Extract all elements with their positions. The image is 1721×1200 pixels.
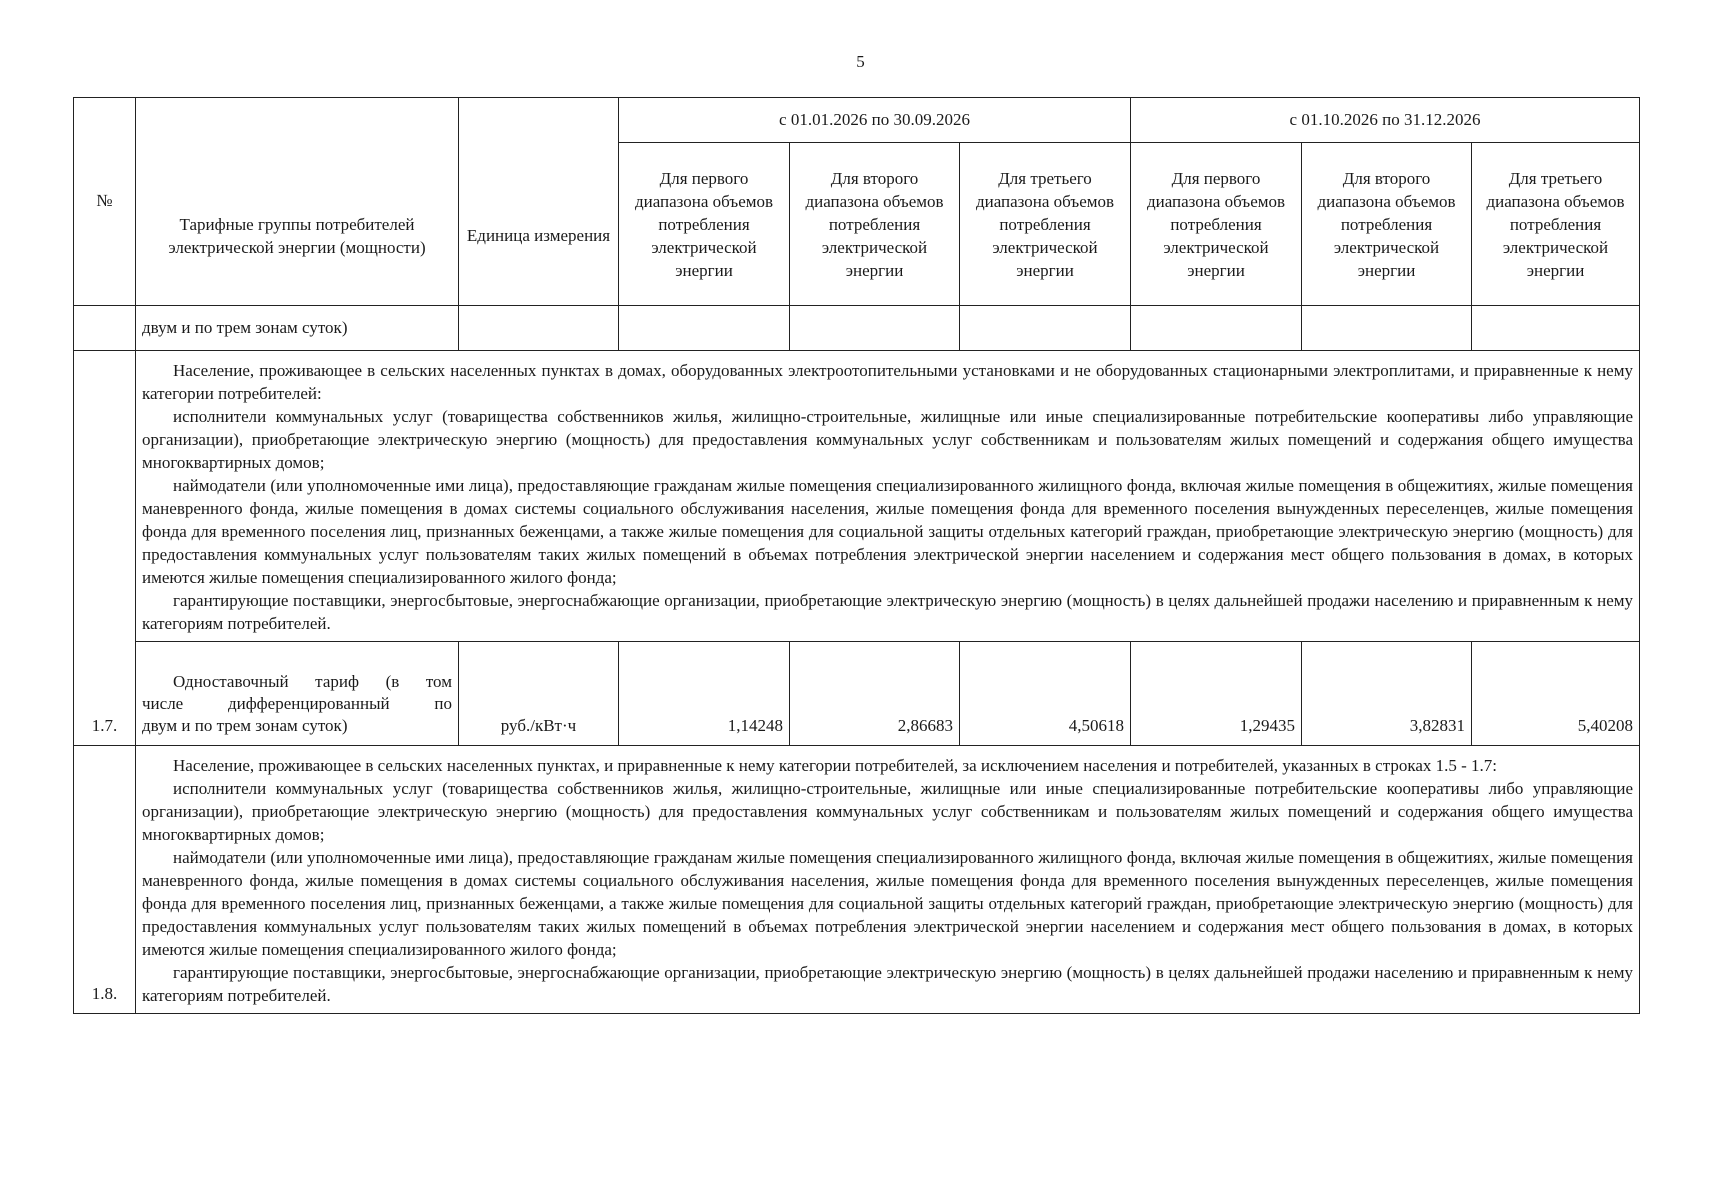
- tariff-value-p2-range1: 1,29435: [1131, 642, 1302, 746]
- paragraph: исполнители коммунальных услуг (товарищества собственников жилья, жилищно-строительные, жилищные или иные специализированные потребительские кооперативы либо управляющие организации), приобретающие электрическую энергию (мощность) для предоставления коммунальных услуг собственникам и пользователям жилых помещений и содержания общего имущества многоквартирных домов;: [142, 407, 1633, 472]
- tariff-name: [136, 642, 459, 746]
- header-num: №: [74, 98, 136, 306]
- tariff-value-p1-range3: 4,50618: [960, 642, 1131, 746]
- header-period-2: с 01.10.2026 по 31.12.2026: [1131, 98, 1640, 143]
- section-1-7-tariff-row: [74, 642, 1640, 746]
- header-period-1: с 01.01.2026 по 30.09.2026: [619, 98, 1131, 143]
- tariff-value-p2-range2: 3,82831: [1302, 642, 1472, 746]
- section-1-8-description: [136, 746, 1640, 1014]
- continuation-text: двум и по трем зонам суток): [136, 306, 459, 351]
- paragraph: Население, проживающее в сельских населенных пунктах, и приравненные к нему категории потребителей, за исключением населения и потребителей, указанных в строках 1.5 - 1.7:: [173, 756, 1498, 775]
- paragraph: наймодатели (или уполномоченные ими лица), предоставляющие гражданам жилые помещения специализированного жилищного фонда, включая жилые помещения в общежитиях, жилые помещения маневренного фонда, жилые помещения в домах системы социального обслуживания населения, жилые помещения фонда для временного поселения вынужденных переселенцев, жилые помещения фонда для временного поселения лиц, признанных беженцами, а также жилые помещения для социальной защиты отдельных категорий граждан, приобретающие электрическую энергию (мощность) для предоставления коммунальных услуг пользователям таких жилых помещений в объемах потребления электрической энергии населением и содержания мест общего пользования в домах, в которых имеются жилые помещения специализированного жилого фонда;: [142, 848, 1633, 959]
- tariff-value-p1-range1: 1,14248: [619, 642, 790, 746]
- header-range-3: Для третьего диапазона объемов потребления электрической энергии: [960, 143, 1131, 306]
- tariff-table: [73, 97, 1640, 1014]
- section-1-7-description-row: [74, 351, 1640, 642]
- header-range-6: Для третьего диапазона объемов потребления электрической энергии: [1472, 143, 1640, 306]
- paragraph: наймодатели (или уполномоченные ими лица), предоставляющие гражданам жилые помещения специализированного жилищного фонда, включая жилые помещения в общежитиях, жилые помещения маневренного фонда, жилые помещения в домах системы социального обслуживания населения, жилые помещения фонда для временного поселения вынужденных переселенцев, жилые помещения фонда для временного поселения лиц, признанных беженцами, а также жилые помещения для социальной защиты отдельных категорий граждан, приобретающие электрическую энергию (мощность) для предоставления коммунальных услуг пользователям таких жилых помещений в объемах потребления электрической энергии населением и содержания мест общего пользования в домах, в которых имеются жилые помещения специализированного жилого фонда;: [142, 476, 1633, 587]
- tariff-name-line: двум и по трем зонам суток): [142, 716, 348, 735]
- row-number-1-7: 1.7.: [74, 351, 136, 746]
- row-number-1-8: 1.8.: [74, 746, 136, 1014]
- continuation-row: [74, 306, 1640, 351]
- paragraph: исполнители коммунальных услуг (товарищества собственников жилья, жилищно-строительные, жилищные или иные специализированные потребительские кооперативы либо управляющие организации), приобретающие электрическую энергию (мощность) для предоставления коммунальных услуг собственникам и пользователям жилых помещений и содержания общего имущества многоквартирных домов;: [142, 779, 1633, 844]
- header-range-4: Для первого диапазона объемов потребления электрической энергии: [1131, 143, 1302, 306]
- tariff-value-p2-range3: 5,40208: [1472, 642, 1640, 746]
- continuation-unit: [459, 306, 619, 351]
- paragraph: гарантирующие поставщики, энергосбытовые, энергоснабжающие организации, приобретающие электрическую энергию (мощность) в целях дальнейшей продажи населению и приравненным к нему категориям потребителей.: [142, 963, 1633, 1005]
- tariff-unit: руб./кВт·ч: [459, 642, 619, 746]
- header-range-2: Для второго диапазона объемов потребления электрической энергии: [790, 143, 960, 306]
- page-number: 5: [856, 52, 865, 71]
- section-1-7-description: [136, 351, 1640, 642]
- section-1-8-description-row: [74, 746, 1640, 1014]
- header-range-5: Для второго диапазона объемов потребления электрической энергии: [1302, 143, 1472, 306]
- header-consumer-groups: Тарифные группы потребителей электрической энергии (мощности): [136, 98, 459, 306]
- header-row-periods: [74, 98, 1640, 143]
- tariff-name-line: числе дифференцированный по: [142, 694, 452, 713]
- tariff-value-p1-range2: 2,86683: [790, 642, 960, 746]
- paragraph: Население, проживающее в сельских населенных пунктах в домах, оборудованных электроотопительными установками и не оборудованных стационарными электроплитами, и приравненные к нему категории потребителей:: [142, 361, 1633, 403]
- tariff-name-line: Одноставочный тариф (в том: [173, 672, 452, 691]
- continuation-num: [74, 306, 136, 351]
- paragraph: гарантирующие поставщики, энергосбытовые, энергоснабжающие организации, приобретающие электрическую энергию (мощность) в целях дальнейшей продажи населению и приравненным к нему категориям потребителей.: [142, 591, 1633, 633]
- header-range-1: Для первого диапазона объемов потребления электрической энергии: [619, 143, 790, 306]
- header-unit: Единица измерения: [459, 98, 619, 306]
